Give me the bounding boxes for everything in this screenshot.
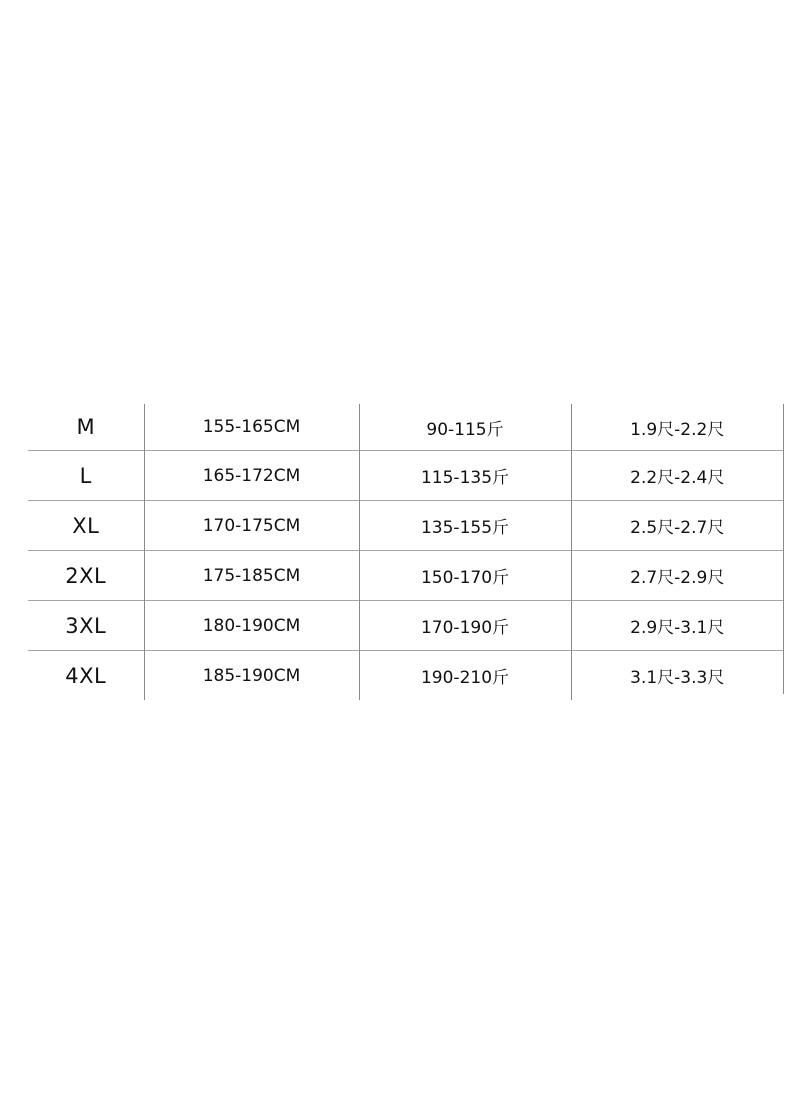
table-row	[28, 451, 783, 501]
waist-cell: 3.1尺-3.3尺	[571, 651, 783, 701]
size-cell: 3XL	[28, 601, 144, 651]
size-cell: M	[76, 415, 96, 439]
height-cell: 185-190CM	[144, 651, 359, 701]
waist-cell: 2.9尺-3.1尺	[571, 601, 783, 651]
size-cell: 2XL	[28, 551, 144, 601]
table-row	[28, 551, 783, 601]
weight-cell: 170-190斤	[359, 601, 571, 651]
weight-cell: 135-155斤	[359, 501, 571, 551]
height-cell: 170-175CM	[144, 501, 359, 551]
waist-cell: 2.2尺-2.4尺	[571, 451, 783, 501]
waist-cell: 2.7尺-2.9尺	[571, 551, 783, 601]
height-cell: 175-185CM	[144, 551, 359, 601]
waist-cell: 1.9尺-2.2尺	[571, 404, 783, 451]
size-chart-table	[28, 404, 783, 700]
table-right-border	[783, 404, 784, 694]
table-row	[28, 601, 783, 651]
weight-cell: 190-210斤	[359, 651, 571, 701]
table-row	[28, 501, 783, 551]
size-cell: 4XL	[28, 651, 144, 701]
size-cell: XL	[28, 501, 144, 551]
weight-cell: 115-135斤	[359, 451, 571, 501]
weight-cell: 150-170斤	[359, 551, 571, 601]
height-cell: 180-190CM	[144, 601, 359, 651]
waist-cell: 2.5尺-2.7尺	[571, 501, 783, 551]
size-cell: L	[28, 451, 144, 501]
table-row	[28, 404, 783, 451]
height-cell: 165-172CM	[144, 451, 359, 501]
table-row	[28, 651, 783, 701]
height-cell: 155-165CM	[144, 404, 359, 451]
weight-cell: 90-115斤	[359, 404, 571, 451]
